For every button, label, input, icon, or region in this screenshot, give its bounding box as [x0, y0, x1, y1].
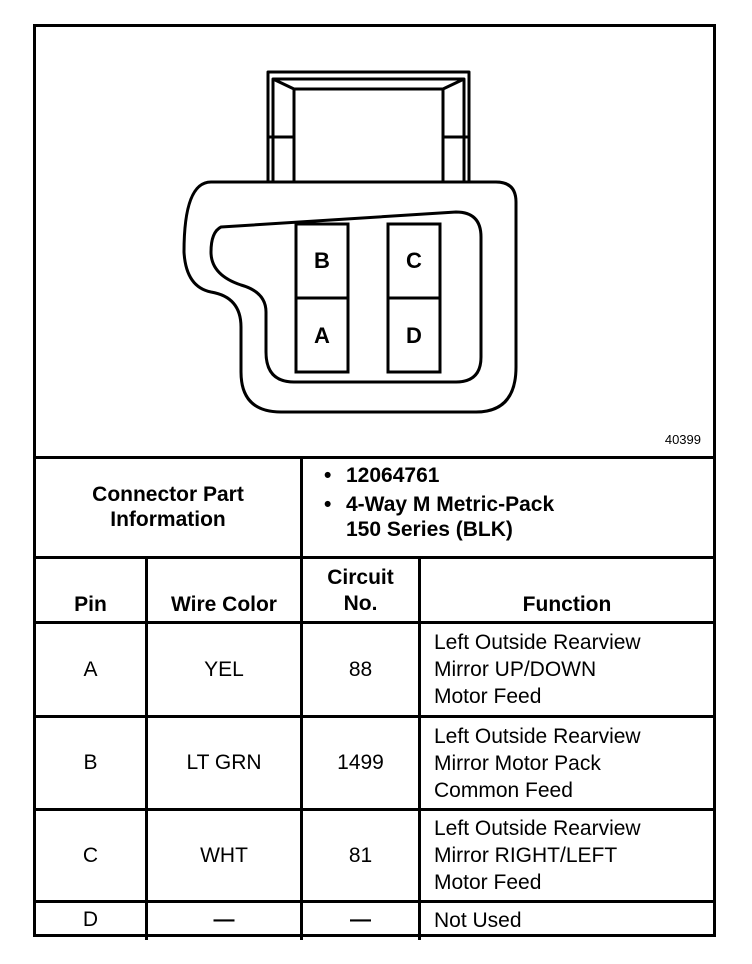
- title-line: Connector Part: [92, 483, 244, 506]
- connector-diagram: [36, 27, 713, 457]
- bullet-icon: •: [324, 464, 332, 487]
- pin-label-d: D: [406, 323, 422, 348]
- cell-pin: C: [82, 843, 99, 867]
- function-text: Left Outside Rearview Mirror Motor Pack Common Feed: [434, 724, 641, 802]
- cell-pin: D: [82, 908, 99, 931]
- bullet-icon: •: [324, 493, 332, 516]
- cell-wire-color: YEL: [204, 657, 244, 681]
- pin-label-c: C: [406, 248, 422, 273]
- header-pin: Pin: [74, 593, 107, 616]
- figure-id: 40399: [664, 432, 701, 447]
- header-line: Circuit: [327, 566, 394, 589]
- connector-description: 4-Way M Metric-Pack 150 Series (BLK): [346, 493, 555, 541]
- cell-function: [421, 811, 713, 900]
- header-line: No.: [343, 592, 378, 615]
- cell-pin: A: [83, 657, 98, 681]
- divider: [300, 456, 303, 556]
- list-item: [320, 492, 710, 542]
- connector-document: [33, 24, 716, 937]
- part-number: 12064761: [346, 464, 440, 487]
- cell-wire-color: LT GRN: [186, 751, 262, 774]
- connector-part-info-title: [36, 457, 300, 557]
- list-item: [320, 463, 710, 488]
- connector-part-info-list: [320, 463, 710, 546]
- cell-wire-color: —: [213, 908, 235, 931]
- function-text: Left Outside Rearview Mirror UP/DOWN Motor Feed: [434, 631, 641, 708]
- pin-label-b: B: [314, 248, 330, 273]
- pin-label-a: A: [314, 323, 330, 348]
- connector-illustration: [36, 27, 713, 457]
- title-line: Information: [110, 508, 226, 531]
- header-wire-color: Wire Color: [171, 593, 277, 616]
- cell-circuit: 88: [348, 657, 373, 681]
- cell-circuit: —: [350, 908, 371, 931]
- cell-pin: B: [83, 751, 98, 774]
- cell-function: [421, 718, 713, 808]
- cell-function: [421, 903, 713, 937]
- cell-circuit: 1499: [337, 751, 384, 774]
- header-function: Function: [522, 593, 612, 616]
- cell-function: [421, 624, 713, 715]
- function-text: Not Used: [434, 908, 522, 932]
- header-circuit: [303, 565, 418, 617]
- cell-circuit: 81: [348, 843, 373, 867]
- function-text: Left Outside Rearview Mirror RIGHT/LEFT Motor Feed: [434, 817, 641, 894]
- cell-wire-color: WHT: [200, 843, 248, 867]
